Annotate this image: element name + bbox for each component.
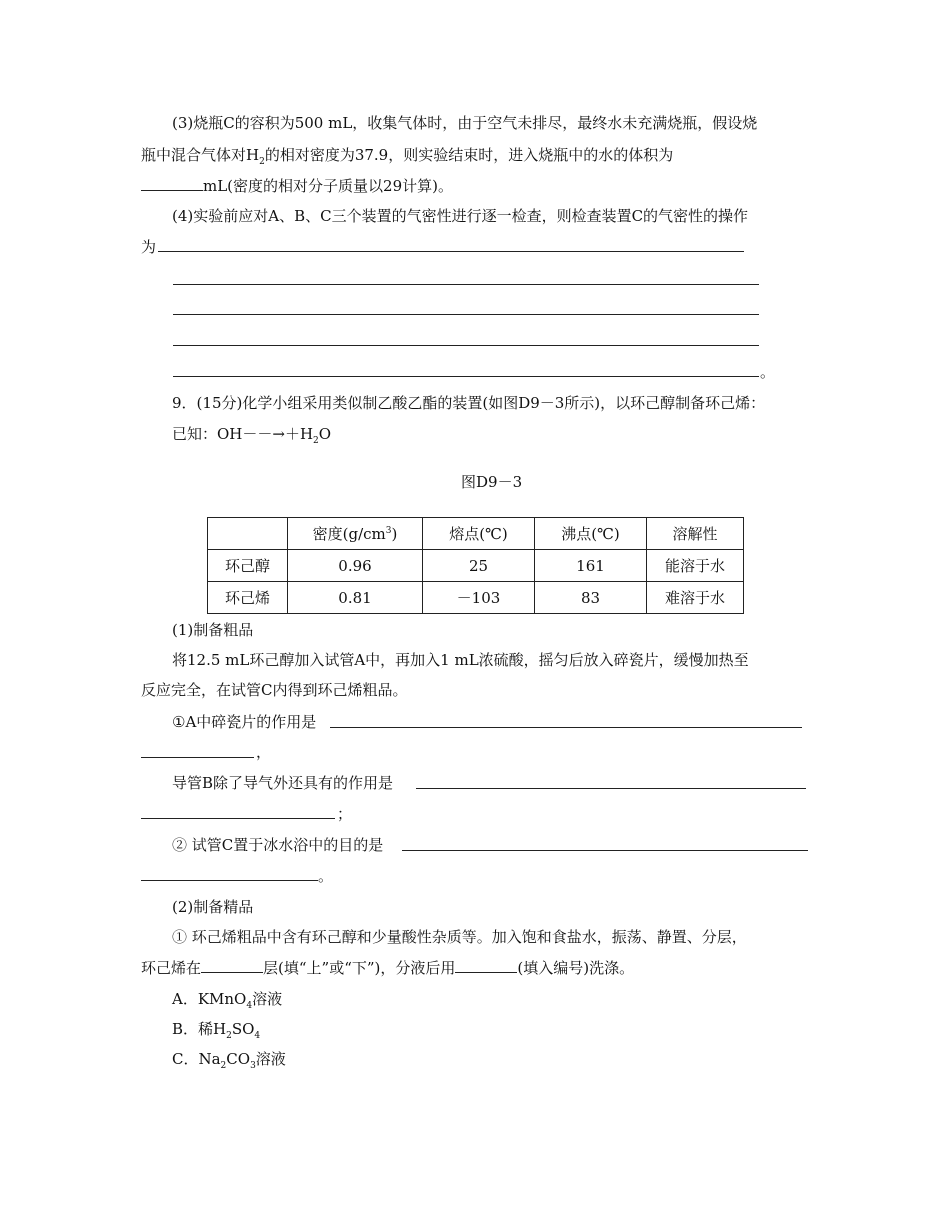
q4-line2: 为: [141, 238, 157, 256]
table-cell: 环己烯: [208, 582, 288, 614]
table-header-cell: 溶解性: [647, 518, 744, 550]
table-header-cell: 熔点(℃): [423, 518, 535, 550]
table-cell: 0.81: [288, 582, 423, 614]
answer-line[interactable]: [173, 284, 759, 285]
answer-blank[interactable]: [141, 176, 203, 191]
table-header-row: [208, 518, 744, 550]
part1-title: (1)制备粗品: [172, 621, 254, 639]
part1-q2-end: ；: [337, 805, 353, 823]
answer-line[interactable]: [141, 818, 335, 819]
table-cell: 83: [535, 582, 647, 614]
answer-line[interactable]: [173, 314, 759, 315]
part1-q3: ② 试管C置于冰水浴中的目的是: [172, 836, 384, 854]
table-header-cell: 密度$(g/cm^3)$: [288, 518, 423, 550]
answer-line[interactable]: [141, 880, 318, 881]
answer-line[interactable]: [402, 850, 808, 851]
q4-end-mark: 。: [760, 363, 776, 381]
part1-para1: 将12.5 mL环己醇加入试管A中，再加入1 mL浓硫酸，摇匀后放入碎瓷片，缓慢加热至: [172, 651, 749, 669]
properties-table: [207, 517, 744, 614]
table-row: [208, 550, 744, 582]
answer-line[interactable]: [158, 251, 744, 252]
table-cell: 161: [535, 550, 647, 582]
answer-line[interactable]: [141, 757, 254, 758]
q3-line2: 瓶中混合气体对$H_2$的相对密度为37.9，则实验结束时，进入烧瓶中的水的体积为: [141, 146, 674, 167]
answer-blank[interactable]: [201, 958, 263, 973]
table-cell: 25: [423, 550, 535, 582]
q3-line1: (3)烧瓶C的容积为500 mL，收集气体时，由于空气未排尽，最终水未充满烧瓶，假设烧: [172, 114, 758, 132]
table-cell: 能溶于水: [647, 550, 744, 582]
table-row: [208, 582, 744, 614]
q9-line1: 9．(15分)化学小组采用类似制乙酸乙酯的装置(如图D9－3所示)，以环己醇制备环己烯：: [172, 394, 766, 412]
figure-caption: 图D9－3: [461, 473, 523, 491]
option-b: B．稀$H_2SO_4$: [172, 1020, 261, 1041]
part2-para2: 环己烯在 层(填“上”或“下”)，分液后用 (填入编号)洗涤。: [141, 959, 635, 977]
q9-known: 已知：$OH--\to+H_2O$: [172, 425, 332, 446]
part1-q2: 导管B除了导气外还具有的作用是: [172, 774, 394, 792]
part1-q1: ①A中碎瓷片的作用是: [172, 713, 317, 731]
table-header-cell: 沸点(℃): [535, 518, 647, 550]
table-cell: －103: [423, 582, 535, 614]
table-cell: 难溶于水: [647, 582, 744, 614]
part2-para1: ① 环己烯粗品中含有环己醇和少量酸性杂质等。加入饱和食盐水，振荡、静置、分层，: [172, 928, 747, 946]
q4-line1: (4)实验前应对A、B、C三个装置的气密性进行逐一检查，则检查装置C的气密性的操作: [172, 207, 749, 225]
answer-line[interactable]: [173, 376, 759, 377]
part1-para2: 反应完全，在试管C内得到环己烯粗品。: [141, 681, 408, 699]
table-header-cell: [208, 518, 288, 550]
part2-title: (2)制备精品: [172, 898, 254, 916]
part1-q1-end: ，: [256, 743, 272, 761]
table-cell: 0.96: [288, 550, 423, 582]
answer-line[interactable]: [330, 727, 802, 728]
table-cell: 环己醇: [208, 550, 288, 582]
answer-blank[interactable]: [455, 958, 517, 973]
part1-q3-end: 。: [318, 867, 334, 885]
q3-line3: mL(密度的相对分子质量以29计算)。: [141, 176, 453, 196]
option-a: A．KMnO$_4$溶液: [172, 990, 283, 1011]
answer-line[interactable]: [173, 345, 759, 346]
answer-line[interactable]: [416, 788, 806, 789]
option-c: C．$Na_2CO_3$溶液: [172, 1050, 286, 1071]
